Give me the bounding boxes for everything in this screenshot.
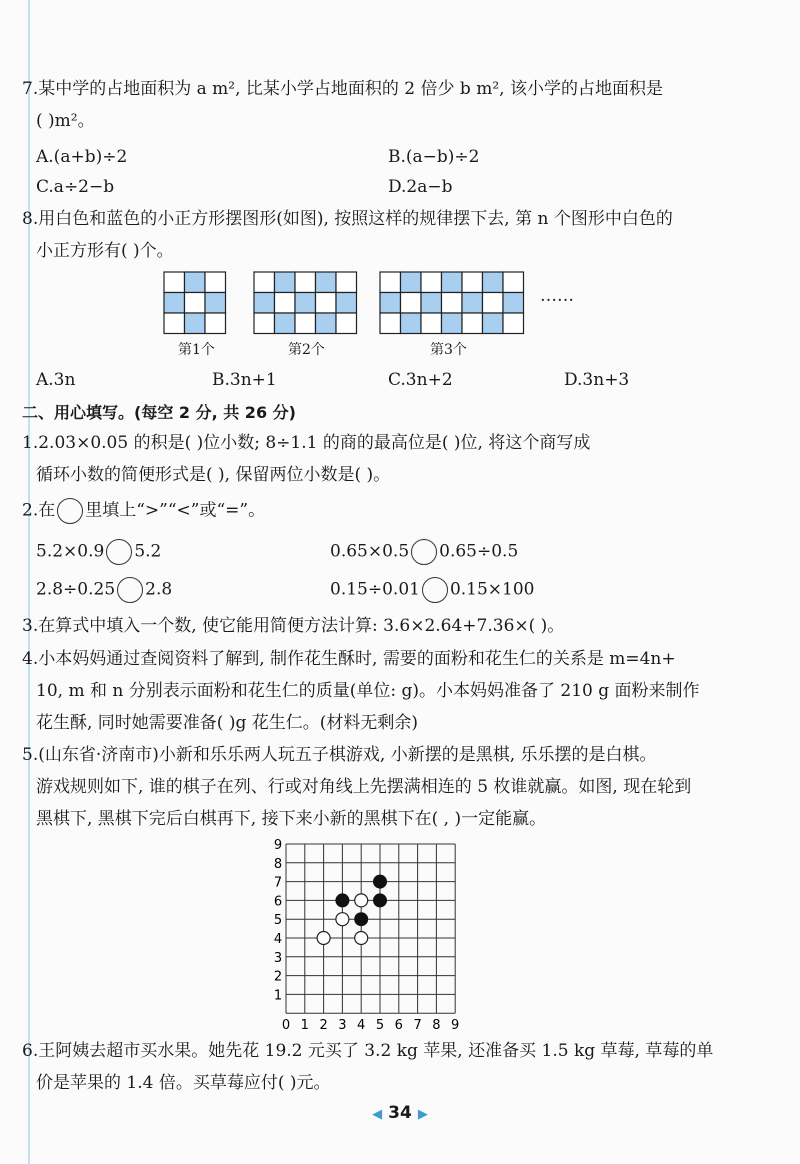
white-square	[421, 272, 442, 293]
expr-left: 2.8÷0.25	[36, 579, 116, 600]
f6-line1: 6.王阿姨去超市买水果。她先花 19.2 元买了 3.2 kg 苹果, 还准备买 1.5 kg 草莓, 草莓的单	[22, 1041, 714, 1061]
white-stone	[355, 932, 368, 945]
section-2-title: 二、用心填写。(每空 2 分, 共 26 分)	[22, 403, 296, 422]
blue-square	[483, 313, 504, 334]
compare-circle-2[interactable]	[411, 539, 437, 565]
expr-right: 0.15×100	[449, 579, 535, 600]
black-stone	[336, 894, 349, 907]
blue-square	[503, 293, 524, 314]
white-square	[254, 313, 275, 334]
blue-square	[185, 313, 206, 334]
white-square	[442, 293, 463, 314]
x-tick-label: 9	[451, 1018, 460, 1032]
white-square	[483, 293, 504, 314]
blue-square	[316, 313, 337, 334]
q7-line2: ( )m²。	[36, 111, 95, 131]
margin-line	[28, 0, 30, 1164]
blue-square	[275, 313, 296, 334]
fig-label-3: 第3个	[430, 342, 467, 358]
expr-right: 2.8	[145, 579, 173, 600]
black-stone	[355, 913, 368, 926]
f5-line3: 黑棋下, 黑棋下完后白棋再下, 接下来小新的黑棋下在( , )一定能赢。	[36, 809, 547, 829]
right-arrow-icon: ▶	[417, 1107, 428, 1122]
y-tick-label: 3	[273, 950, 283, 966]
f2-expr-1	[36, 539, 161, 565]
blue-square	[254, 293, 275, 314]
y-tick-label: 6	[273, 894, 283, 910]
q8-option-a: A.3n	[36, 370, 76, 390]
f6-line2: 价是苹果的 1.4 倍。买草莓应付( )元。	[36, 1073, 331, 1093]
left-arrow-icon: ◀	[372, 1107, 383, 1122]
f2-expr-4	[330, 577, 535, 603]
q8-option-c: C.3n+2	[388, 370, 453, 390]
white-square	[164, 313, 185, 334]
q8-option-d: D.3n+3	[564, 370, 630, 390]
expr-right: 0.65÷0.5	[439, 541, 519, 562]
blue-square	[295, 293, 316, 314]
pattern-grid-3	[380, 272, 524, 334]
white-stone	[336, 913, 349, 926]
blue-square	[442, 272, 463, 293]
fig-label-2: 第2个	[288, 342, 325, 358]
f2-expr-3	[36, 577, 172, 603]
pattern-figure	[160, 268, 600, 358]
x-tick-label: 0	[281, 1018, 291, 1032]
x-tick-label: 2	[319, 1018, 328, 1032]
pattern-grid-2	[254, 272, 357, 334]
blue-square	[401, 272, 422, 293]
f2-heading-pre: 2.在	[22, 500, 56, 521]
f5-line2: 游戏规则如下, 谁的棋子在列、行或对角线上先摆满相连的 5 枚谁就赢。如图, 现在轮到	[36, 777, 692, 797]
white-square	[316, 293, 337, 314]
blue-square	[401, 313, 422, 334]
f2-heading-post: 里填上“>”“<”或“=”。	[85, 500, 266, 521]
blue-square	[316, 272, 337, 293]
white-square	[380, 272, 401, 293]
y-tick-label: 4	[273, 932, 283, 947]
white-square	[462, 313, 483, 334]
x-tick-label: 5	[375, 1018, 385, 1032]
blue-square	[275, 272, 296, 293]
f4-line3: 花生酥, 同时她需要准备( )g 花生仁。(材料无剩余)	[36, 713, 419, 733]
page-number: 34	[388, 1103, 412, 1123]
blue-square	[442, 313, 463, 334]
pattern-ellipsis: ……	[540, 286, 574, 306]
x-tick-label: 6	[394, 1018, 403, 1032]
white-square	[275, 293, 296, 314]
y-tick-label: 8	[273, 856, 283, 872]
white-square	[336, 272, 357, 293]
white-stone	[355, 894, 368, 907]
blue-square	[205, 293, 226, 314]
white-square	[503, 313, 524, 334]
q7-option-a: A.(a+b)÷2	[36, 147, 128, 167]
white-stone	[317, 932, 330, 945]
q7-option-b: B.(a−b)÷2	[388, 147, 480, 167]
compare-circle-4[interactable]	[422, 577, 448, 603]
white-square	[336, 313, 357, 334]
white-square	[205, 313, 226, 334]
q7-option-c: C.a÷2−b	[36, 177, 115, 197]
white-square	[503, 272, 524, 293]
black-stone	[374, 875, 387, 888]
white-square	[401, 293, 422, 314]
x-tick-label: 7	[413, 1018, 422, 1032]
q8-line1: 8.用白色和蓝色的小正方形摆图形(如图), 按照这样的规律摆下去, 第 n 个图形中白色的	[22, 209, 673, 229]
q8-line2: 小正方形有( )个。	[36, 241, 174, 261]
q7-line1: 7.某中学的占地面积为 a m², 比某小学占地面积的 2 倍少 b m², 该小学的占地面积是	[22, 79, 663, 99]
expr-left: 5.2×0.9	[36, 541, 105, 562]
compare-circle-3[interactable]	[117, 577, 143, 603]
f1-line2: 循环小数的简便形式是( ), 保留两位小数是( )。	[36, 465, 391, 485]
y-tick-label: 5	[273, 913, 283, 929]
x-tick-label: 8	[432, 1018, 441, 1032]
blue-square	[483, 272, 504, 293]
expr-left: 0.65×0.5	[330, 541, 410, 562]
black-stone	[374, 894, 387, 907]
y-tick-label: 2	[273, 969, 283, 985]
blue-square	[336, 293, 357, 314]
f4-line1: 4.小本妈妈通过查阅资料了解到, 制作花生酥时, 需要的面粉和花生仁的关系是 m=4n+	[22, 649, 676, 669]
f2-expr-2	[330, 539, 518, 565]
blue-square	[164, 293, 185, 314]
circle-blank-icon	[57, 498, 83, 524]
page-footer	[0, 1103, 800, 1123]
white-square	[421, 313, 442, 334]
blue-square	[421, 293, 442, 314]
white-square	[164, 272, 185, 293]
f2-heading	[22, 498, 265, 524]
q8-option-b: B.3n+1	[212, 370, 277, 390]
y-tick-label: 9	[273, 838, 283, 853]
white-square	[185, 293, 206, 314]
expr-left: 0.15÷0.01	[330, 579, 420, 600]
x-tick-label: 1	[300, 1018, 309, 1032]
gomoku-board	[262, 832, 472, 1032]
f5-line1: 5.(山东省·济南市)小新和乐乐两人玩五子棋游戏, 小新摆的是黑棋, 乐乐摆的是白棋。	[22, 745, 657, 765]
fig-label-1: 第1个	[178, 342, 215, 358]
y-tick-label: 1	[273, 988, 283, 1004]
white-square	[462, 272, 483, 293]
y-tick-label: 7	[273, 875, 283, 891]
x-tick-label: 3	[338, 1018, 347, 1032]
blue-square	[185, 272, 206, 293]
q7-option-d: D.2a−b	[388, 177, 453, 197]
white-square	[295, 272, 316, 293]
x-tick-label: 4	[357, 1018, 366, 1032]
f4-line2: 10, m 和 n 分别表示面粉和花生仁的质量(单位: g)。小本妈妈准备了 210 g 面粉来制作	[36, 681, 700, 701]
white-square	[205, 272, 226, 293]
pattern-grid-1	[164, 272, 226, 334]
white-square	[295, 313, 316, 334]
white-square	[254, 272, 275, 293]
compare-circle-1[interactable]	[106, 539, 132, 565]
expr-right: 5.2	[134, 541, 162, 562]
blue-square	[380, 293, 401, 314]
f1-line1: 1.2.03×0.05 的积是( )位小数; 8÷1.1 的商的最高位是( )位, 将这个商写成	[22, 433, 591, 453]
white-square	[380, 313, 401, 334]
board-grid	[286, 844, 455, 1013]
blue-square	[462, 293, 483, 314]
f3-line1: 3.在算式中填入一个数, 使它能用简便方法计算: 3.6×2.64+7.36×( )。	[22, 616, 565, 636]
